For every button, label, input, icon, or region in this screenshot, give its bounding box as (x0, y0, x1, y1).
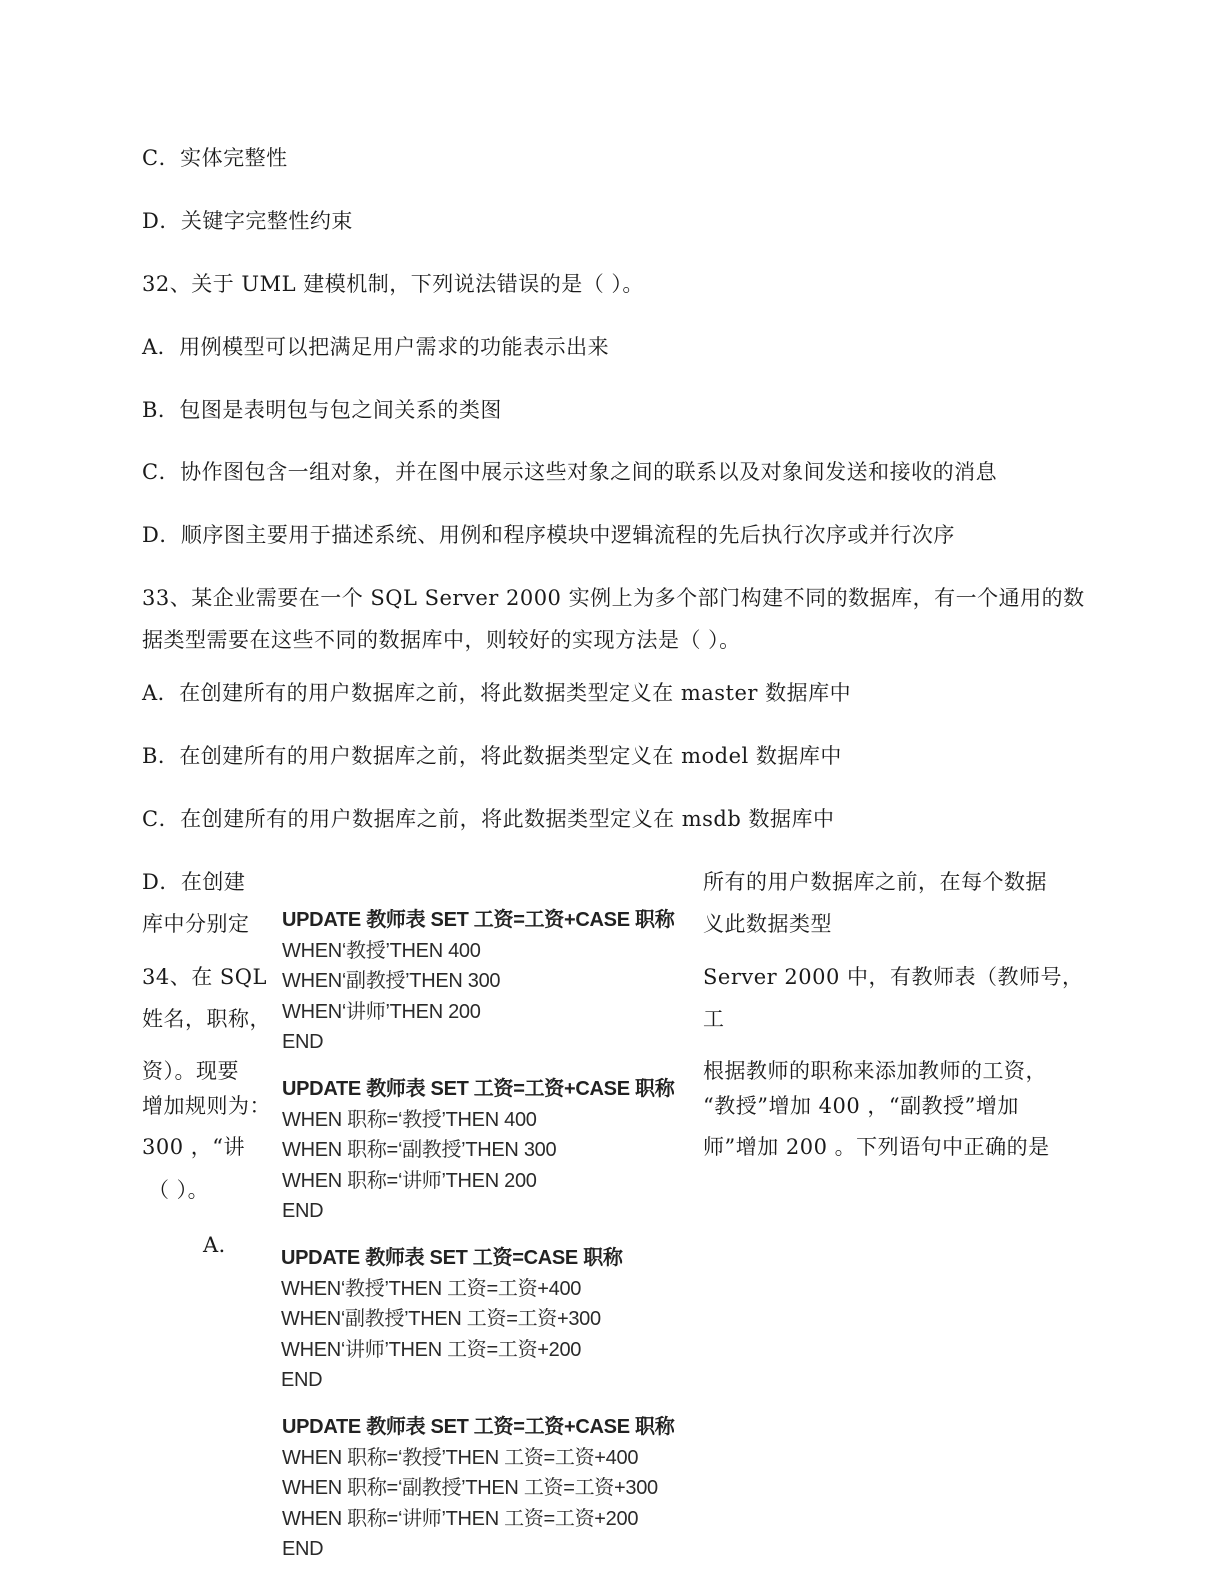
code-line: UPDATE 教师表 SET 工资=工资+CASE 职称 (282, 1416, 675, 1438)
code-line: WHEN‘副教授’THEN 300 (282, 970, 501, 992)
q33-option-d-right-1: 所有的用户数据库之前，在每个数据 (703, 870, 1047, 894)
q31-option-d: D．关键字完整性约束 (142, 209, 353, 233)
code-line: UPDATE 教师表 SET 工资=CASE 职称 (281, 1247, 623, 1269)
q34-left-1: 34、在 SQL (142, 965, 267, 989)
q33-option-d-right-2: 义此数据类型 (703, 912, 832, 936)
code-line: WHEN‘教授’THEN 400 (282, 939, 481, 962)
q32-option-c: C．协作图包含一组对象，并在图中展示这些对象之间的联系以及对象间发送和接收的消息 (142, 460, 998, 484)
q33-option-d-left-2: 库中分别定 (142, 912, 250, 936)
sql-code-block-1 (282, 905, 674, 1058)
q34-right-1: Server 2000 中，有教师表（教师号， (703, 965, 1084, 989)
q34-option-a-label: A． (203, 1233, 241, 1257)
q34-right-5: 师”增加 200 。下列语句中正确的是 (703, 1135, 1050, 1159)
q34-left-2: 姓名，职称， (142, 1007, 271, 1031)
q34-left-4: 增加规则为： (142, 1094, 271, 1118)
q34-left-5: 300 ，“讲 (142, 1135, 245, 1159)
q31-option-c: C．实体完整性 (142, 146, 288, 170)
q34-right-3: 根据教师的职称来添加教师的工资， (703, 1059, 1047, 1083)
code-line: END (282, 1031, 324, 1053)
q34-left-3: 资）。现要 (142, 1059, 239, 1083)
q32-option-d: D．顺序图主要用于描述系统、用例和程序模块中逻辑流程的先后执行次序或并行次序 (142, 523, 955, 547)
q33-stem-line2: 据类型需要在这些不同的数据库中，则较好的实现方法是（ ）。 (142, 628, 741, 652)
code-line: WHEN 职称=‘讲师’THEN 工资=工资+200 (282, 1507, 639, 1530)
q32-option-b: B．包图是表明包与包之间关系的类图 (142, 398, 502, 422)
code-line: WHEN‘讲师’THEN 工资=工资+200 (281, 1338, 582, 1361)
q34-right-4: “教授”增加 400 ，“副教授”增加 (703, 1094, 1019, 1118)
q32-option-a: A．用例模型可以把满足用户需求的功能表示出来 (142, 335, 610, 359)
code-line: WHEN 职称=‘教授’THEN 工资=工资+400 (282, 1446, 639, 1469)
sql-code-block-2 (282, 1074, 674, 1227)
code-line: WHEN‘副教授’THEN 工资=工资+300 (281, 1308, 601, 1330)
code-line: END (281, 1369, 323, 1391)
code-line: UPDATE 教师表 SET 工资=工资+CASE 职称 (282, 909, 675, 931)
code-line: WHEN 职称=‘副教授’THEN 300 (282, 1139, 557, 1161)
code-line: WHEN 职称=‘讲师’THEN 200 (282, 1169, 537, 1192)
code-line: WHEN 职称=‘教授’THEN 400 (282, 1108, 537, 1131)
q33-option-d-left-1: D．在创建 (142, 870, 246, 894)
code-line: END (282, 1538, 324, 1560)
q34-right-2: 工 (703, 1007, 725, 1031)
q33-option-a: A．在创建所有的用户数据库之前，将此数据类型定义在 master 数据库中 (142, 681, 852, 705)
code-line: WHEN 职称=‘副教授’THEN 工资=工资+300 (282, 1477, 658, 1499)
q33-option-b: B．在创建所有的用户数据库之前，将此数据类型定义在 model 数据库中 (142, 744, 842, 768)
code-line: WHEN‘教授’THEN 工资=工资+400 (281, 1277, 582, 1300)
q33-stem-line1: 33、某企业需要在一个 SQL Server 2000 实例上为多个部门构建不同的数据库，有一个通用的数 (142, 586, 1085, 610)
code-line: WHEN‘讲师’THEN 200 (282, 1000, 481, 1023)
sql-code-block-4 (282, 1412, 674, 1565)
code-line: END (282, 1200, 324, 1222)
sql-code-block-3 (281, 1243, 623, 1396)
q33-option-c: C．在创建所有的用户数据库之前，将此数据类型定义在 msdb 数据库中 (142, 807, 835, 831)
q32-stem: 32、关于 UML 建模机制，下列说法错误的是（ ）。 (142, 272, 644, 296)
q34-left-6: （ ）。 (148, 1178, 210, 1202)
code-line: UPDATE 教师表 SET 工资=工资+CASE 职称 (282, 1078, 675, 1100)
